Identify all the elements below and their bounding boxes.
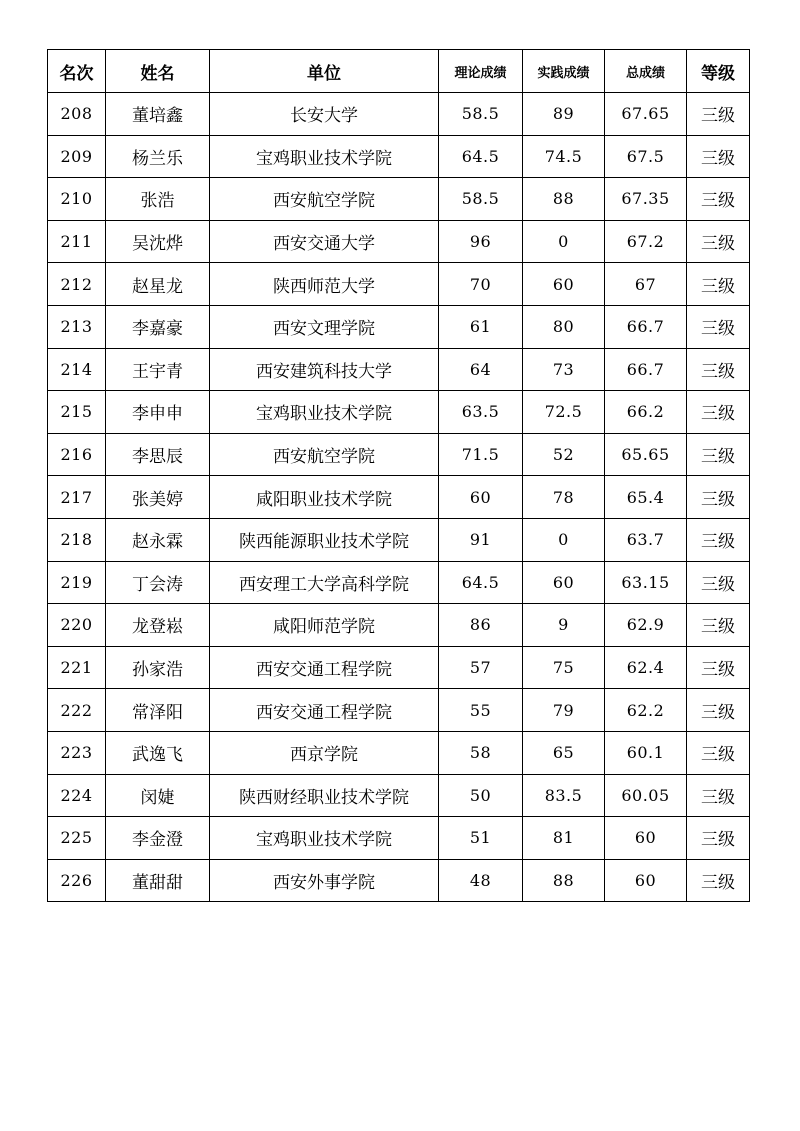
table-row xyxy=(48,817,750,860)
cell-total: 60 xyxy=(605,817,687,860)
results-sheet xyxy=(47,49,749,902)
cell-level: 三级 xyxy=(687,561,750,604)
cell-practice: 60 xyxy=(523,561,605,604)
cell-level: 三级 xyxy=(687,646,750,689)
cell-practice: 65 xyxy=(523,731,605,774)
header-name: 姓名 xyxy=(106,50,210,93)
cell-theory: 86 xyxy=(439,604,523,647)
cell-rank: 224 xyxy=(48,774,106,817)
cell-name: 吴沈烨 xyxy=(106,220,210,263)
table-row xyxy=(48,178,750,221)
cell-name: 赵星龙 xyxy=(106,263,210,306)
cell-total: 62.4 xyxy=(605,646,687,689)
cell-unit: 西安交通工程学院 xyxy=(210,646,439,689)
header-practice: 实践成绩 xyxy=(523,50,605,93)
cell-total: 62.2 xyxy=(605,689,687,732)
cell-rank: 217 xyxy=(48,476,106,519)
cell-practice: 89 xyxy=(523,93,605,136)
cell-level: 三级 xyxy=(687,518,750,561)
table-row xyxy=(48,646,750,689)
cell-practice: 0 xyxy=(523,220,605,263)
cell-rank: 219 xyxy=(48,561,106,604)
cell-practice: 81 xyxy=(523,817,605,860)
cell-unit: 西安交通大学 xyxy=(210,220,439,263)
cell-theory: 64 xyxy=(439,348,523,391)
cell-name: 董甜甜 xyxy=(106,859,210,902)
cell-unit: 西安理工大学高科学院 xyxy=(210,561,439,604)
cell-total: 65.4 xyxy=(605,476,687,519)
cell-level: 三级 xyxy=(687,178,750,221)
cell-name: 丁会涛 xyxy=(106,561,210,604)
cell-name: 董培鑫 xyxy=(106,93,210,136)
cell-practice: 79 xyxy=(523,689,605,732)
cell-unit: 西安外事学院 xyxy=(210,859,439,902)
cell-theory: 48 xyxy=(439,859,523,902)
cell-rank: 210 xyxy=(48,178,106,221)
cell-level: 三级 xyxy=(687,604,750,647)
cell-name: 武逸飞 xyxy=(106,731,210,774)
cell-level: 三级 xyxy=(687,433,750,476)
cell-practice: 72.5 xyxy=(523,391,605,434)
cell-theory: 58.5 xyxy=(439,178,523,221)
cell-total: 67.65 xyxy=(605,93,687,136)
table-row xyxy=(48,433,750,476)
cell-theory: 55 xyxy=(439,689,523,732)
cell-rank: 221 xyxy=(48,646,106,689)
cell-rank: 218 xyxy=(48,518,106,561)
cell-rank: 222 xyxy=(48,689,106,732)
cell-level: 三级 xyxy=(687,220,750,263)
table-row xyxy=(48,305,750,348)
cell-total: 67.35 xyxy=(605,178,687,221)
cell-total: 65.65 xyxy=(605,433,687,476)
cell-level: 三级 xyxy=(687,348,750,391)
cell-practice: 52 xyxy=(523,433,605,476)
cell-practice: 80 xyxy=(523,305,605,348)
table-row xyxy=(48,604,750,647)
cell-level: 三级 xyxy=(687,774,750,817)
cell-level: 三级 xyxy=(687,93,750,136)
cell-total: 67 xyxy=(605,263,687,306)
cell-name: 孙家浩 xyxy=(106,646,210,689)
header-level: 等级 xyxy=(687,50,750,93)
cell-theory: 58 xyxy=(439,731,523,774)
cell-level: 三级 xyxy=(687,859,750,902)
cell-name: 常泽阳 xyxy=(106,689,210,732)
header-row xyxy=(48,50,750,93)
cell-level: 三级 xyxy=(687,305,750,348)
cell-unit: 西安航空学院 xyxy=(210,178,439,221)
cell-practice: 75 xyxy=(523,646,605,689)
cell-total: 62.9 xyxy=(605,604,687,647)
cell-name: 龙登崧 xyxy=(106,604,210,647)
cell-unit: 陕西师范大学 xyxy=(210,263,439,306)
cell-theory: 51 xyxy=(439,817,523,860)
cell-unit: 陕西财经职业技术学院 xyxy=(210,774,439,817)
cell-practice: 88 xyxy=(523,859,605,902)
cell-unit: 长安大学 xyxy=(210,93,439,136)
cell-theory: 64.5 xyxy=(439,135,523,178)
table-row xyxy=(48,220,750,263)
cell-name: 李申申 xyxy=(106,391,210,434)
cell-name: 杨兰乐 xyxy=(106,135,210,178)
cell-level: 三级 xyxy=(687,689,750,732)
cell-name: 赵永霖 xyxy=(106,518,210,561)
table-row xyxy=(48,561,750,604)
cell-rank: 223 xyxy=(48,731,106,774)
table-row xyxy=(48,859,750,902)
cell-name: 李金澄 xyxy=(106,817,210,860)
cell-rank: 214 xyxy=(48,348,106,391)
cell-practice: 88 xyxy=(523,178,605,221)
cell-rank: 213 xyxy=(48,305,106,348)
cell-total: 67.2 xyxy=(605,220,687,263)
cell-theory: 63.5 xyxy=(439,391,523,434)
cell-theory: 57 xyxy=(439,646,523,689)
cell-practice: 73 xyxy=(523,348,605,391)
cell-rank: 211 xyxy=(48,220,106,263)
cell-practice: 83.5 xyxy=(523,774,605,817)
cell-theory: 64.5 xyxy=(439,561,523,604)
cell-level: 三级 xyxy=(687,731,750,774)
table-row xyxy=(48,263,750,306)
cell-unit: 西安交通工程学院 xyxy=(210,689,439,732)
cell-unit: 咸阳师范学院 xyxy=(210,604,439,647)
cell-theory: 60 xyxy=(439,476,523,519)
cell-theory: 96 xyxy=(439,220,523,263)
cell-practice: 9 xyxy=(523,604,605,647)
cell-theory: 50 xyxy=(439,774,523,817)
header-rank: 名次 xyxy=(48,50,106,93)
cell-name: 张美婷 xyxy=(106,476,210,519)
table-row xyxy=(48,348,750,391)
cell-unit: 西安航空学院 xyxy=(210,433,439,476)
cell-rank: 225 xyxy=(48,817,106,860)
cell-unit: 宝鸡职业技术学院 xyxy=(210,391,439,434)
cell-rank: 220 xyxy=(48,604,106,647)
cell-name: 张浩 xyxy=(106,178,210,221)
results-table xyxy=(47,49,750,902)
cell-total: 60 xyxy=(605,859,687,902)
table-row xyxy=(48,135,750,178)
table-row xyxy=(48,518,750,561)
cell-theory: 70 xyxy=(439,263,523,306)
cell-rank: 215 xyxy=(48,391,106,434)
cell-level: 三级 xyxy=(687,135,750,178)
cell-unit: 宝鸡职业技术学院 xyxy=(210,817,439,860)
cell-name: 王宇青 xyxy=(106,348,210,391)
cell-total: 67.5 xyxy=(605,135,687,178)
header-total: 总成绩 xyxy=(605,50,687,93)
cell-level: 三级 xyxy=(687,476,750,519)
cell-practice: 74.5 xyxy=(523,135,605,178)
cell-rank: 208 xyxy=(48,93,106,136)
table-body xyxy=(48,93,750,902)
cell-practice: 60 xyxy=(523,263,605,306)
cell-unit: 西安文理学院 xyxy=(210,305,439,348)
cell-theory: 91 xyxy=(439,518,523,561)
cell-practice: 0 xyxy=(523,518,605,561)
cell-total: 66.7 xyxy=(605,348,687,391)
cell-total: 63.15 xyxy=(605,561,687,604)
cell-unit: 西安建筑科技大学 xyxy=(210,348,439,391)
cell-name: 闵婕 xyxy=(106,774,210,817)
header-theory: 理论成绩 xyxy=(439,50,523,93)
table-row xyxy=(48,476,750,519)
cell-theory: 61 xyxy=(439,305,523,348)
cell-rank: 226 xyxy=(48,859,106,902)
cell-unit: 陕西能源职业技术学院 xyxy=(210,518,439,561)
cell-name: 李嘉豪 xyxy=(106,305,210,348)
cell-rank: 209 xyxy=(48,135,106,178)
cell-name: 李思辰 xyxy=(106,433,210,476)
cell-total: 66.7 xyxy=(605,305,687,348)
cell-rank: 212 xyxy=(48,263,106,306)
cell-unit: 宝鸡职业技术学院 xyxy=(210,135,439,178)
cell-theory: 58.5 xyxy=(439,93,523,136)
cell-unit: 西京学院 xyxy=(210,731,439,774)
cell-total: 63.7 xyxy=(605,518,687,561)
cell-level: 三级 xyxy=(687,263,750,306)
cell-practice: 78 xyxy=(523,476,605,519)
header-unit: 单位 xyxy=(210,50,439,93)
cell-rank: 216 xyxy=(48,433,106,476)
cell-total: 60.05 xyxy=(605,774,687,817)
table-row xyxy=(48,731,750,774)
cell-total: 60.1 xyxy=(605,731,687,774)
cell-level: 三级 xyxy=(687,817,750,860)
table-row xyxy=(48,391,750,434)
cell-level: 三级 xyxy=(687,391,750,434)
table-row xyxy=(48,93,750,136)
table-row xyxy=(48,689,750,732)
table-row xyxy=(48,774,750,817)
cell-total: 66.2 xyxy=(605,391,687,434)
cell-unit: 咸阳职业技术学院 xyxy=(210,476,439,519)
cell-theory: 71.5 xyxy=(439,433,523,476)
